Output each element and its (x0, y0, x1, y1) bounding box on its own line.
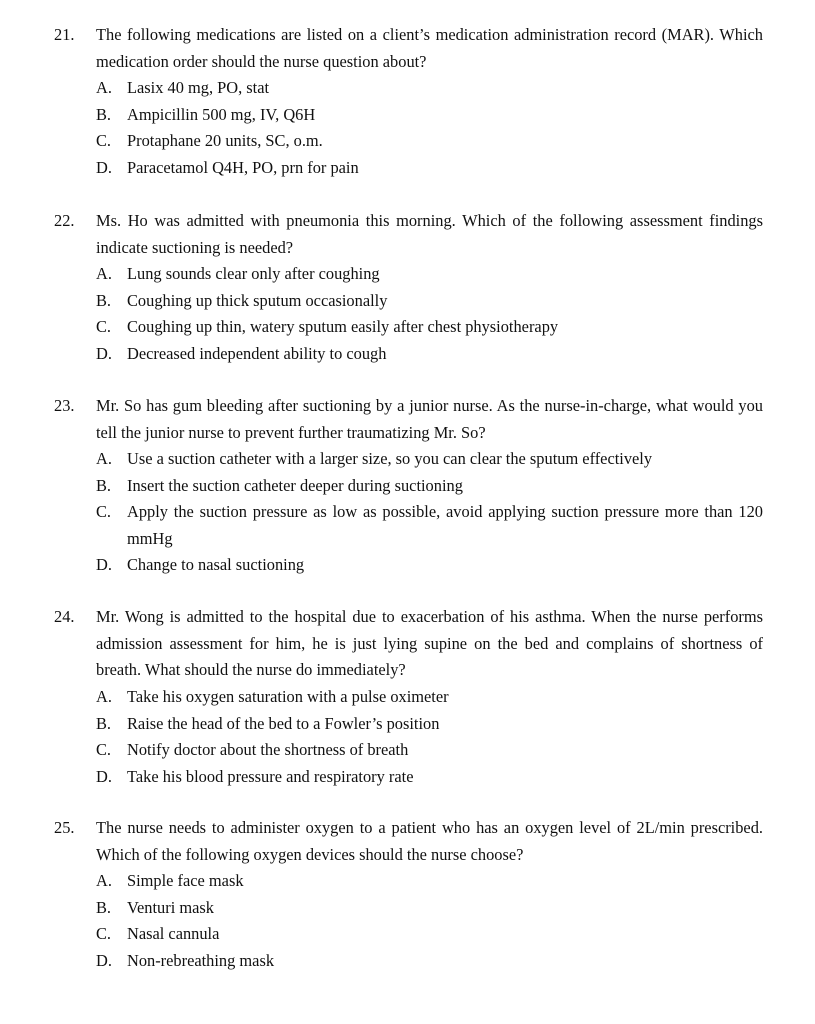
option-letter: C. (96, 131, 112, 150)
option-list (96, 868, 763, 974)
option-letter: A. (96, 687, 112, 706)
option-c (96, 921, 763, 948)
option-list (96, 261, 763, 367)
question-text: The nurse needs to administer oxygen to a patient who has an oxygen level of 2L/min prescribed. Which of the following oxygen devices should the nurse choose? (96, 818, 763, 864)
option-text: Take his oxygen saturation with a pulse oximeter (127, 687, 449, 706)
option-text: Notify doctor about the shortness of breath (127, 740, 409, 759)
option-letter: B. (96, 104, 112, 124)
option-b (96, 711, 763, 738)
option-letter: A. (96, 449, 112, 468)
option-text: Use a suction catheter with a larger size, so you can clear the sputum effectively (127, 449, 653, 468)
option-letter: B. (96, 713, 112, 733)
option-letter: D. (96, 555, 112, 574)
option-a (96, 684, 763, 711)
option-d (96, 552, 763, 579)
option-b (96, 473, 763, 500)
option-letter: B. (96, 475, 112, 495)
option-text: Decreased independent ability to cough (127, 343, 387, 363)
option-a (96, 75, 763, 102)
option-text: Coughing up thin, watery sputum easily after chest physiotherapy (127, 317, 559, 336)
option-text: Apply the suction pressure as low as possible, avoid applying suction pressure more than 120 mmHg (127, 502, 763, 548)
option-a (96, 261, 763, 288)
option-b (96, 288, 763, 315)
option-d (96, 341, 763, 368)
option-letter: D. (96, 157, 112, 177)
option-text: Paracetamol Q4H, PO, prn for pain (127, 157, 359, 177)
option-text: Insert the suction catheter deeper during suctioning (127, 475, 463, 495)
option-text: Ampicillin 500 mg, IV, Q6H (127, 104, 316, 124)
option-text: Non-rebreathing mask (127, 950, 275, 970)
option-text: Raise the head of the bed to a Fowler’s position (127, 713, 440, 733)
option-c (96, 128, 763, 155)
option-c (96, 499, 763, 552)
question-number: 21. (54, 25, 75, 44)
option-letter: A. (96, 78, 112, 97)
option-letter: C. (96, 502, 112, 521)
question-text: Mr. Wong is admitted to the hospital due to exacerbation of his asthma. When the nurse performs admission assessment for him, he is just lying supine on the bed and complains of shortness of breath. What should the nurse do immediately? (96, 607, 763, 679)
option-text: Lasix 40 mg, PO, stat (127, 78, 270, 97)
question-number: 24. (54, 607, 75, 626)
option-letter: C. (96, 317, 112, 336)
option-d (96, 155, 763, 182)
option-text: Venturi mask (127, 897, 214, 917)
option-text: Change to nasal suctioning (127, 555, 305, 574)
question-text: Mr. So has gum bleeding after suctioning by a junior nurse. As the nurse-in-charge, what would you tell the junior nurse to prevent further traumatizing Mr. So? (96, 396, 763, 442)
question-number: 23. (54, 396, 75, 415)
option-b (96, 102, 763, 129)
option-text: Coughing up thick sputum occasionally (127, 290, 388, 310)
option-letter: C. (96, 924, 112, 943)
option-letter: A. (96, 871, 112, 890)
option-text: Take his blood pressure and respiratory rate (127, 766, 414, 786)
option-list (96, 75, 763, 181)
option-text: Simple face mask (127, 871, 244, 890)
question-number: 22. (54, 211, 75, 230)
option-letter: D. (96, 950, 112, 970)
question-number: 25. (54, 818, 75, 837)
option-a (96, 446, 763, 473)
option-d (96, 764, 763, 791)
option-d (96, 948, 763, 975)
option-b (96, 895, 763, 922)
option-a (96, 868, 763, 895)
option-letter: D. (96, 343, 112, 363)
option-letter: D. (96, 766, 112, 786)
option-letter: C. (96, 740, 112, 759)
option-text: Protaphane 20 units, SC, o.m. (127, 131, 323, 150)
option-text: Nasal cannula (127, 924, 220, 943)
option-letter: B. (96, 897, 112, 917)
option-text: Lung sounds clear only after coughing (127, 264, 380, 283)
option-letter: A. (96, 264, 112, 283)
question-text: Ms. Ho was admitted with pneumonia this morning. Which of the following assessment findings indicate suctioning is needed? (96, 211, 763, 257)
option-list (96, 684, 763, 790)
question-text: The following medications are listed on a client’s medication administration record (MAR). Which medication order should the nurse question about? (96, 25, 763, 71)
option-letter: B. (96, 290, 112, 310)
option-list (96, 446, 763, 579)
option-c (96, 314, 763, 341)
option-c (96, 737, 763, 764)
